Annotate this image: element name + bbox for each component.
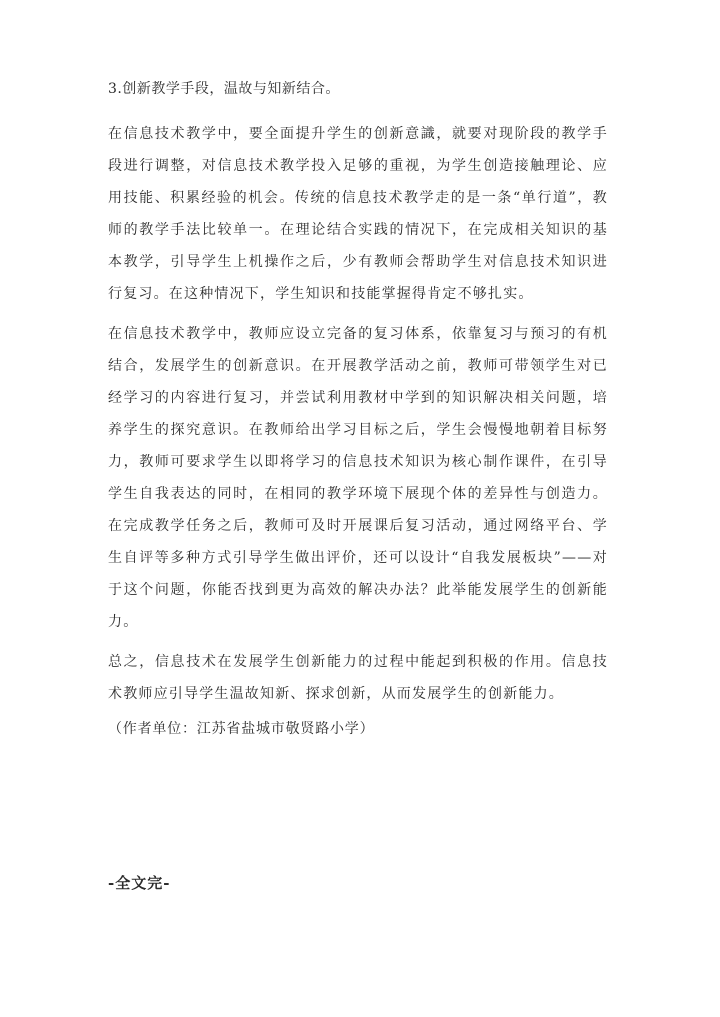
paragraph-3: 总之，信息技术在发展学生创新能力的过程中能起到积极的作用。信息技术教师应引导学生温故知新、探求创新，从而发展学生的创新能力。 [108, 654, 608, 702]
paragraph-1: 在信息技术教学中，要全面提升学生的创新意識，就要对现阶段的教学手段进行调整，对信息技术教学投入足够的重视，为学生创造接触理论、应用技能、积累经验的机会。传统的信息技术教学走的是一条“单行道”，教师的教学手法比较单一。在理论结合实践的情况下，在完成相关知识的基本教学，引导学生上机操作之后，少有教师会帮助学生对信息技术知识进行复习。在这种情况下，学生知识和技能掌握得肯定不够扎实。 [108, 126, 608, 302]
author-affiliation: （作者单位：江苏省盐城市敬贤路小学） [108, 721, 375, 737]
end-of-article-mark: -全文完- [108, 874, 171, 892]
paragraph-2: 在信息技术教学中，教师应设立完备的复习体系，依靠复习与预习的有机结合，发展学生的创新意识。在开展教学活动之前，教师可带领学生对已经学习的内容进行复习，并尝试利用教材中学到的知识解决相关问题，培养学生的探究意识。在教师给出学习目标之后，学生会慢慢地朝着目标努力，教师可要求学生以即将学习的信息技术知识为核心制作课件，在引导学生自我表达的同时，在相同的教学环境下展现个体的差异性与创造力。在完成教学任务之后，教师可及时开展课后复习活动，通过网络平台、学生自评等多种方式引导学生做出评价，还可以设计“自我发展板块”——对于这个问题，你能否找到更为高效的解决办法？此举能发展学生的创新能力。 [108, 326, 608, 630]
document-body [108, 80, 608, 738]
section-heading: 3.创新教学手段，温故与知新结合。 [108, 81, 340, 97]
